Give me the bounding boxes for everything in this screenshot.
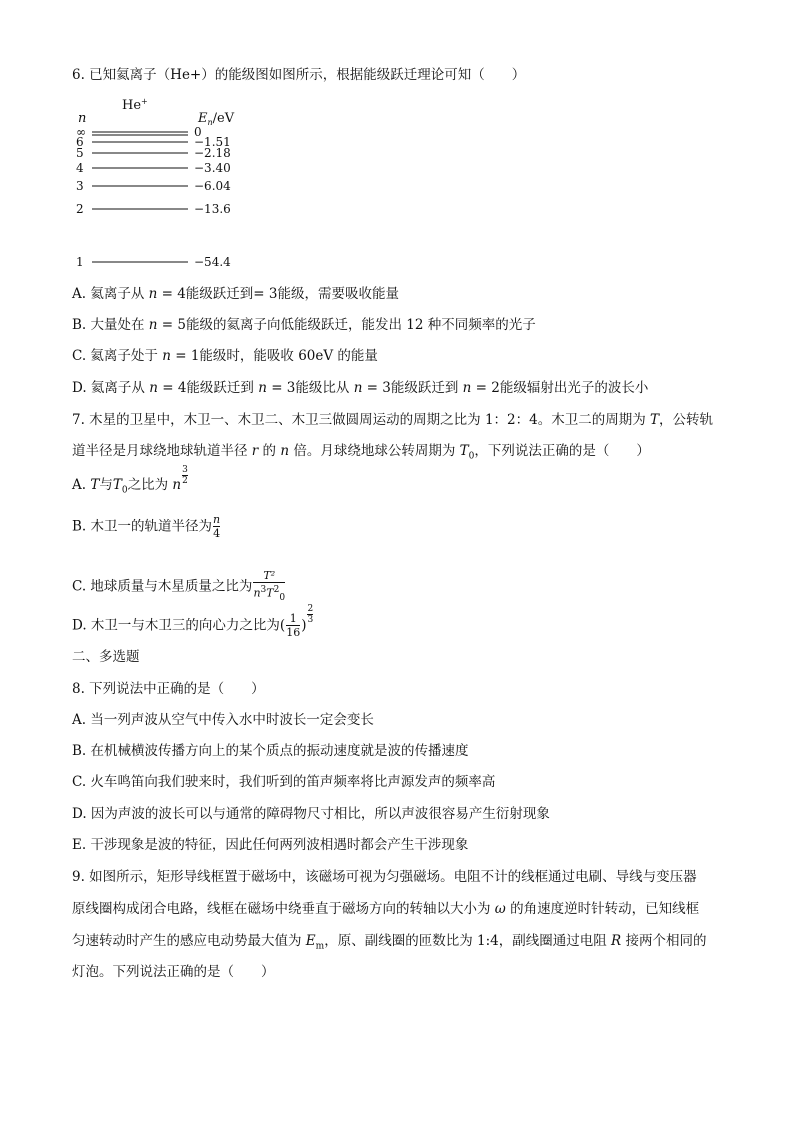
level-n-label: 2 — [76, 202, 84, 216]
level-n-label: 1 — [76, 255, 84, 269]
level-n-label: 3 — [76, 179, 84, 193]
q7-option-b[interactable]: B. 木卫一的轨道半径为 $\frac{n}{4}$ — [72, 513, 221, 540]
q6-option-d[interactable]: D. 氦离子从 n = 4能级跃迁到 n = 3能级比从 n = 3能级跃迁到 n = 2能级辐射出光子的波长小 — [72, 380, 649, 396]
q7-option-c[interactable]: C. 地球质量与木星质量之比为 $\frac{\text{T²}}{n^3T^2_0}$ — [72, 569, 286, 603]
q6-stem: 6. 已知氦离子（He+）的能级图如图所示，根据能级跃迁理论可知（ ） — [72, 67, 526, 83]
q9-stem-line3: 匀速转动时产生的感应电动势最大值为 $E_m$，原、副线圈的匝数比为 1:4，副线圈通过电阻 R 接两个相同的 — [72, 933, 707, 952]
q9-stem-line1: 9. 如图所示，矩形导线框置于磁场中，该磁场可视为匀强磁场。电阻不计的线框通过电刷、导线与变压器 — [72, 869, 697, 885]
level-n-label: ∞ — [76, 125, 86, 139]
q9-stem-line2: 原线圈构成闭合电路，线框在磁场中绕垂直于磁场方向的转轴以大小为 ω 的角速度逆时针转动，已知线框 — [72, 901, 700, 917]
q9-stem-line4: 灯泡。下列说法正确的是（ ） — [72, 964, 275, 980]
q7-option-a[interactable]: A. T与$T_0$之比为 n $\frac{3}{2}$ — [72, 465, 188, 496]
q8-option-c[interactable]: C. 火车鸣笛向我们驶来时，我们听到的笛声频率将比声源发声的频率高 — [72, 774, 496, 790]
level-energy-label: 0 — [194, 125, 202, 139]
level-energy-label: −2.18 — [194, 146, 231, 160]
level-energy-label: −54.4 — [194, 255, 231, 269]
q6-option-b[interactable]: B. 大量处在 n = 5能级的氦离子向低能级跃迁，能发出 12 种不同频率的光子 — [72, 317, 536, 333]
n-axis-label: n — [78, 111, 87, 126]
level-n-label: 5 — [76, 146, 84, 160]
q8-option-b[interactable]: B. 在机械横波传播方向上的某个质点的振动速度就是波的传播速度 — [72, 743, 469, 759]
energy-level-diagram — [72, 96, 252, 276]
section-heading-multiple-choice: 二、多选题 — [72, 649, 140, 665]
level-n-label: 6 — [76, 135, 84, 149]
energy-axis-label: $E_n/eV$ — [198, 111, 235, 127]
q8-option-d[interactable]: D. 因为声波的波长可以与通常的障碍物尺寸相比，所以声波很容易产生衍射现象 — [72, 806, 550, 822]
level-energy-label: −13.6 — [194, 202, 231, 216]
level-energy-label: −6.04 — [194, 179, 231, 193]
diagram-title: He+ — [122, 97, 148, 113]
q7-stem-line1: 7. 木星的卫星中，木卫一、木卫二、木卫三做圆周运动的周期之比为 1：2：4。木卫二的周期为 T，公转轨 — [72, 412, 714, 428]
q7-stem-line2: 道半径是月球绕地球轨道半径 r 的 n 倍。月球绕地球公转周期为 $T_0$，下列说法正确的是（ ） — [72, 443, 650, 462]
level-n-label: 4 — [76, 161, 84, 175]
q8-option-e[interactable]: E. 干涉现象是波的特征，因此任何两列波相遇时都会产生干涉现象 — [72, 837, 469, 853]
q8-option-a[interactable]: A. 当一列声波从空气中传入水中时波长一定会变长 — [72, 712, 374, 728]
level-energy-label: −3.40 — [194, 161, 231, 175]
q6-option-a[interactable]: A. 氦离子从 n = 4能级跃迁到= 3能级，需要吸收能量 — [72, 286, 400, 302]
q7-option-d[interactable]: D. 木卫一与木卫三的向心力之比为( $\frac{1}{16}$ ) $\frac{2}{3}$ — [72, 604, 314, 639]
level-energy-label: −1.51 — [194, 135, 231, 149]
q6-option-c[interactable]: C. 氦离子处于 n = 1能级时，能吸收 60eV 的能量 — [72, 348, 378, 364]
energy-levels — [76, 125, 231, 269]
q8-stem: 8. 下列说法中正确的是（ ） — [72, 681, 265, 697]
